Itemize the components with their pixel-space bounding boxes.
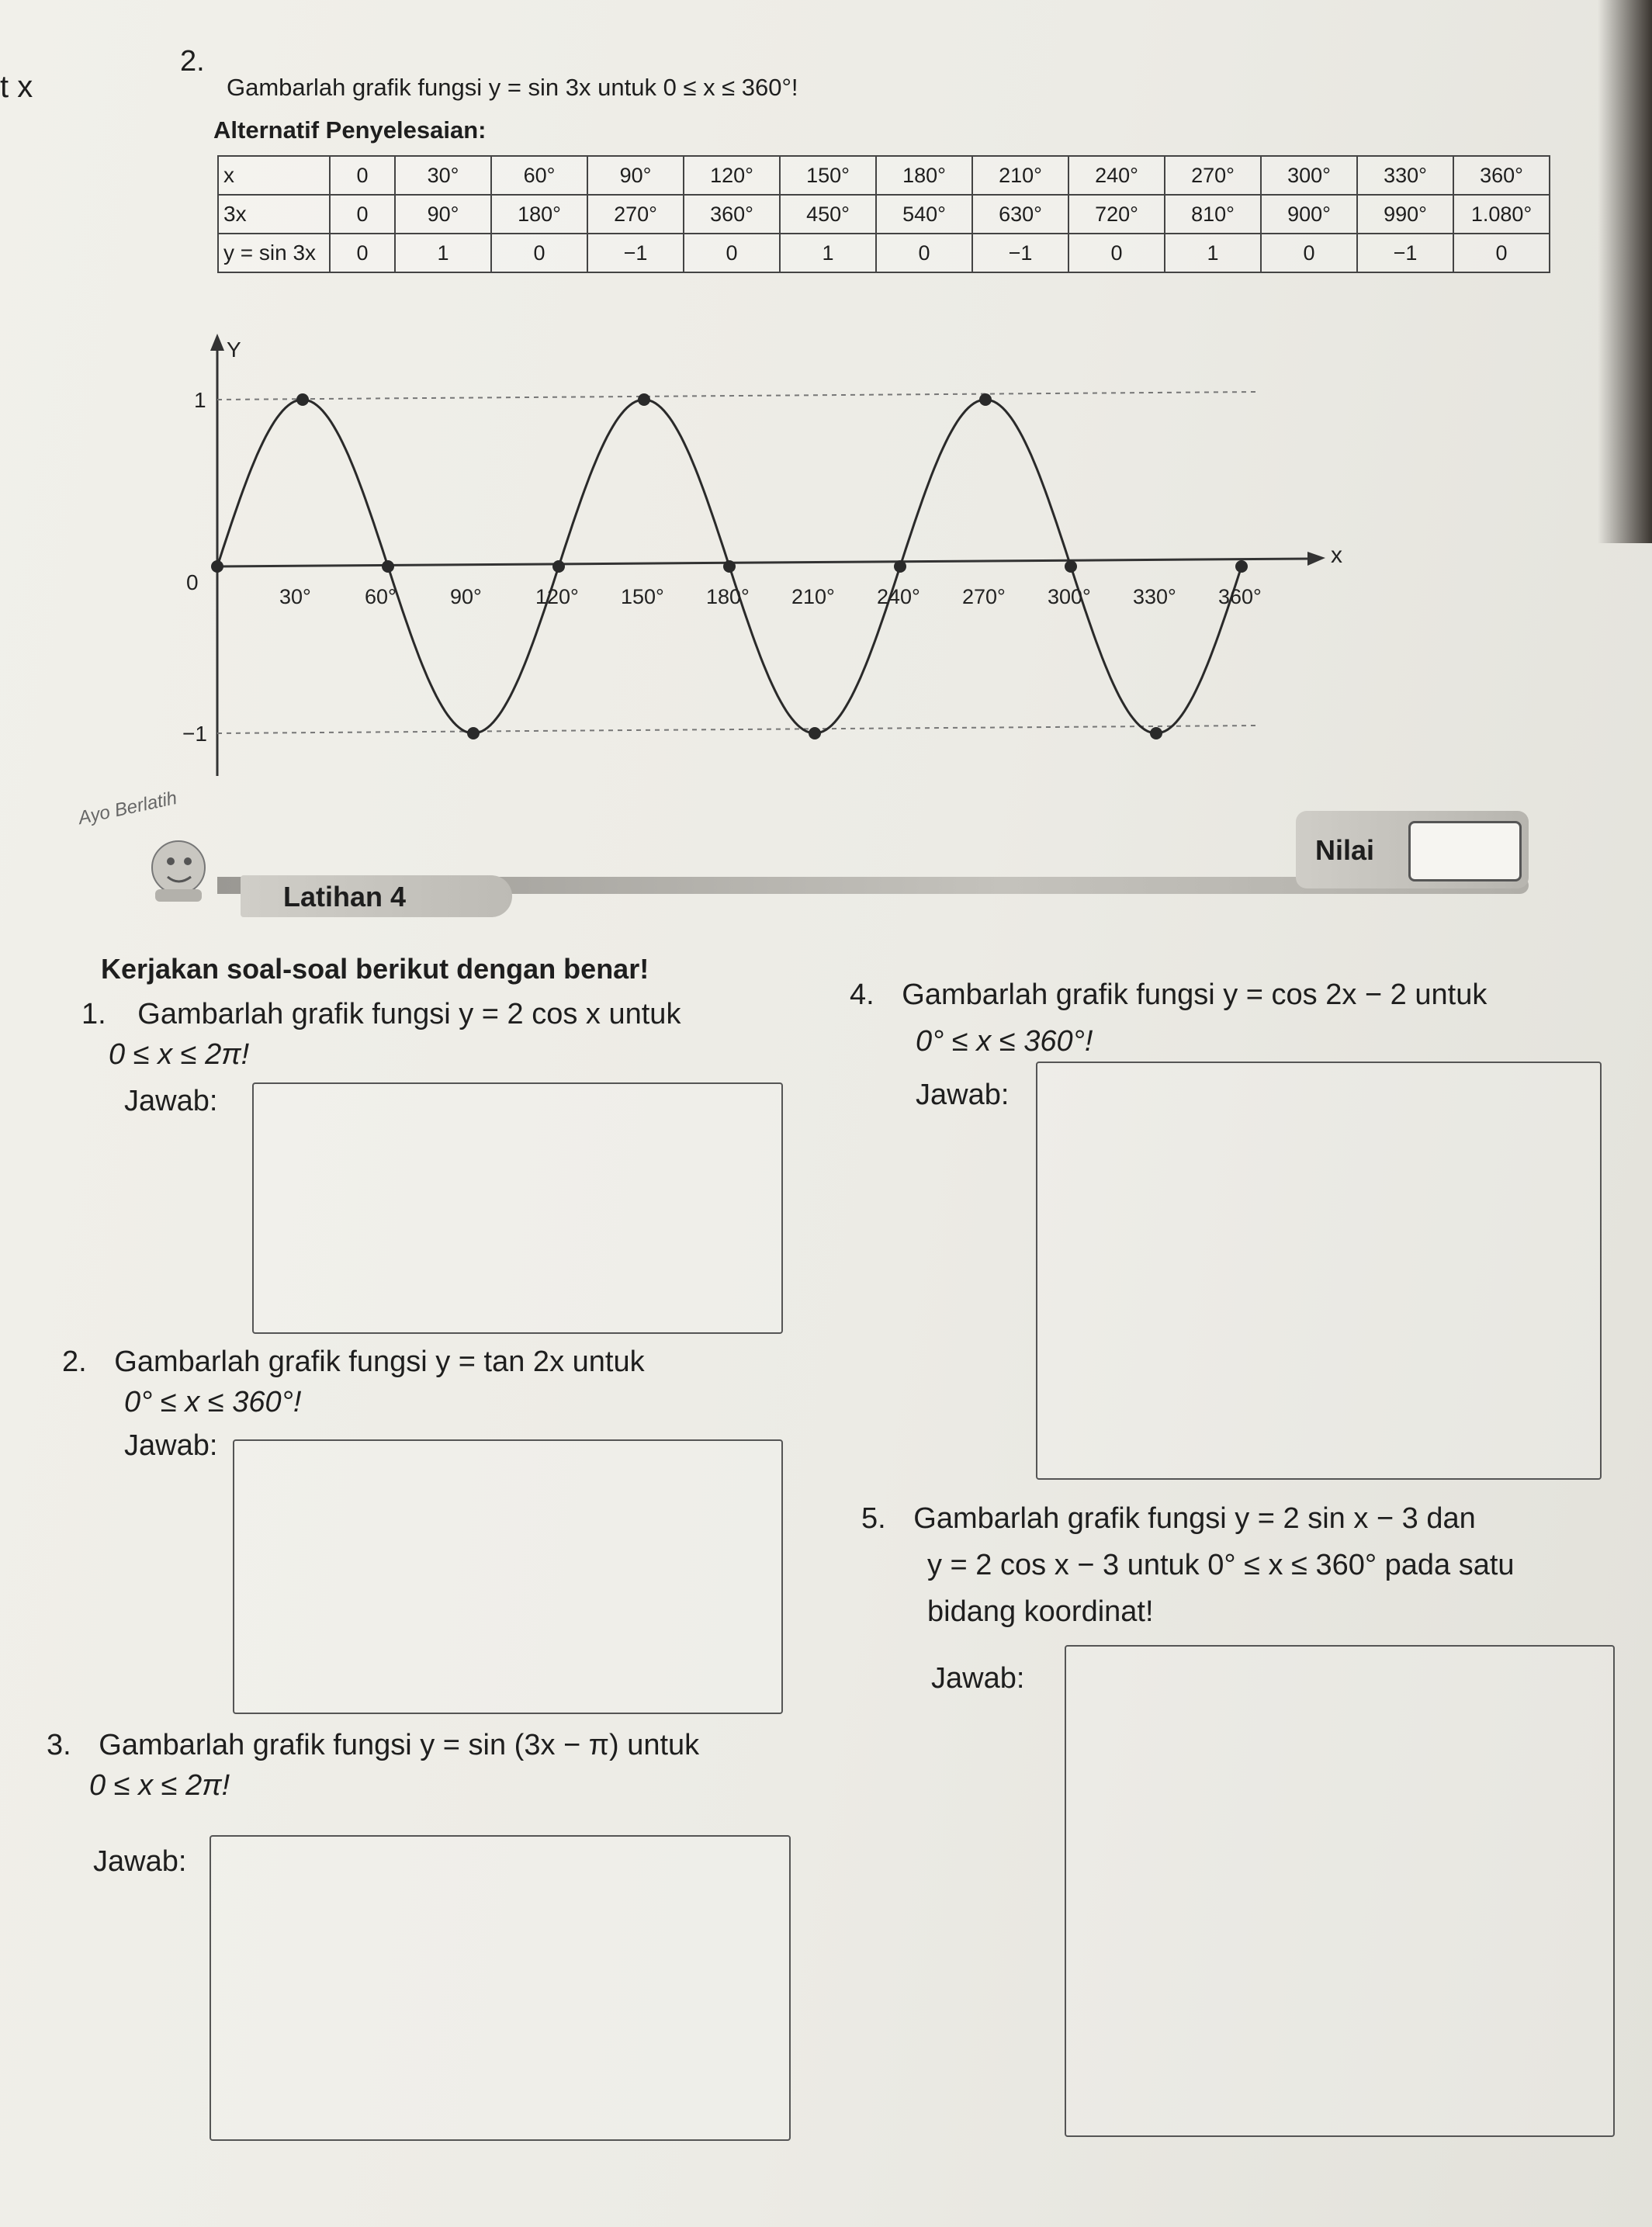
page-edge-shadow [1598, 0, 1652, 543]
q1-answer-box[interactable] [252, 1082, 783, 1334]
x-tick-label: 120° [535, 585, 579, 608]
q1-number: 1. [81, 998, 106, 1030]
q2-answer-box[interactable] [233, 1439, 783, 1714]
table-cell: 270° [587, 195, 684, 234]
q5-text: Gambarlah grafik fungsi y = 2 sin x − 3 dan [913, 1502, 1476, 1535]
q5-number: 5. [861, 1502, 886, 1535]
q3-number: 3. [47, 1729, 71, 1761]
q4-number: 4. [850, 978, 874, 1011]
y-tick-label: 1 [194, 388, 206, 412]
guide-line-max [217, 392, 1257, 400]
example-prompt: Gambarlah grafik fungsi y = sin 3x untuk 0 ≤ x ≤ 360°! [227, 74, 798, 101]
table-cell: 1.080° [1453, 195, 1550, 234]
table-cell: 120° [684, 156, 780, 195]
y-tick-label: −1 [182, 722, 207, 746]
q4-domain: 0° ≤ x ≤ 360°! [916, 1025, 1093, 1058]
question-number: 2. [180, 45, 205, 78]
data-point [809, 727, 821, 739]
data-point [1065, 560, 1077, 573]
data-point [894, 560, 906, 573]
y-axis-arrow [210, 334, 224, 351]
table-cell: 90° [395, 195, 491, 234]
table-cell: 270° [1165, 156, 1261, 195]
badge-text: Ayo Berlatih [76, 787, 179, 829]
x-tick-label: 180° [706, 585, 750, 608]
q1-answer-label: Jawab: [124, 1085, 218, 1117]
table-cell: 360° [1453, 156, 1550, 195]
data-point [1235, 560, 1248, 573]
table-cell: 0 [1068, 234, 1165, 272]
table-cell: 90° [587, 156, 684, 195]
q4-answer-box[interactable] [1036, 1062, 1602, 1480]
q3-answer-box[interactable] [210, 1835, 791, 2141]
table-cell: 990° [1357, 195, 1453, 234]
table-cell: 180° [876, 156, 972, 195]
data-point [723, 560, 736, 573]
x-tick-label: 30° [279, 585, 311, 608]
question-5 [861, 1498, 1476, 1540]
table-cell: 810° [1165, 195, 1261, 234]
row-label-x: x [218, 156, 330, 195]
table-cell: 1 [780, 234, 876, 272]
table-cell: 1 [1165, 234, 1261, 272]
q3-text: Gambarlah grafik fungsi y = sin (3x − π) untuk [99, 1729, 700, 1761]
data-point [296, 393, 309, 406]
table-cell: 150° [780, 156, 876, 195]
sine-graph [140, 334, 1381, 799]
table-cell: 240° [1068, 156, 1165, 195]
table-cell: 0 [330, 234, 395, 272]
table-cell: 0 [330, 156, 395, 195]
q5-answer-label: Jawab: [931, 1662, 1025, 1695]
x-axis-arrow [1307, 552, 1325, 566]
table-cell: −1 [1357, 234, 1453, 272]
table-cell: 0 [1261, 234, 1357, 272]
x-axis-label: x [1331, 542, 1342, 568]
row-label-y: y = sin 3x [218, 234, 330, 272]
question-3 [47, 1724, 699, 1766]
data-point [467, 727, 480, 739]
x-tick-label: 360° [1218, 585, 1262, 608]
q1-text: Gambarlah grafik fungsi y = 2 cos x untuk [137, 998, 681, 1030]
mascot-icon [124, 821, 241, 906]
table-cell: 180° [491, 195, 587, 234]
score-label: Nilai [1315, 834, 1375, 866]
value-table [217, 155, 1550, 273]
data-point [1150, 727, 1162, 739]
table-cell: 720° [1068, 195, 1165, 234]
table-cell: 450° [780, 195, 876, 234]
table-cell: 30° [395, 156, 491, 195]
question-2 [62, 1341, 645, 1383]
table-cell: 60° [491, 156, 587, 195]
origin-label: 0 [186, 570, 199, 594]
table-row [218, 195, 1550, 234]
x-tick-label: 240° [877, 585, 920, 608]
guide-line-min [217, 726, 1257, 733]
table-cell: 300° [1261, 156, 1357, 195]
question-4 [850, 974, 1487, 1016]
table-cell: 330° [1357, 156, 1453, 195]
data-point [552, 560, 565, 573]
x-tick-label: 270° [962, 585, 1006, 608]
q2-number: 2. [62, 1346, 87, 1378]
data-point [638, 393, 650, 406]
table-cell: 210° [972, 156, 1068, 195]
table-cell: 900° [1261, 195, 1357, 234]
q4-text: Gambarlah grafik fungsi y = cos 2x − 2 untuk [902, 978, 1487, 1011]
q5-text-line2: y = 2 cos x − 3 untuk 0° ≤ x ≤ 360° pada satu [927, 1549, 1515, 1581]
x-axis [217, 559, 1311, 566]
q4-answer-label: Jawab: [916, 1079, 1010, 1111]
q2-answer-label: Jawab: [124, 1429, 218, 1462]
q3-answer-label: Jawab: [93, 1845, 187, 1878]
instructions: Kerjakan soal-soal berikut dengan benar! [101, 953, 649, 985]
table-cell: 630° [972, 195, 1068, 234]
table-cell: 360° [684, 195, 780, 234]
table-cell: 1 [395, 234, 491, 272]
x-tick-label: 150° [621, 585, 664, 608]
q2-domain: 0° ≤ x ≤ 360°! [124, 1386, 302, 1418]
exercise-title: Latihan 4 [283, 881, 407, 913]
q5-text-line3: bidang koordinat! [927, 1595, 1154, 1628]
data-point [382, 560, 394, 573]
q5-answer-box[interactable] [1065, 1645, 1615, 2137]
data-point [211, 560, 223, 573]
y-axis-label: Y [227, 338, 241, 362]
x-tick-label: 300° [1048, 585, 1091, 608]
table-cell: 0 [491, 234, 587, 272]
table-cell: 0 [330, 195, 395, 234]
table-cell: 0 [684, 234, 780, 272]
table-cell: −1 [587, 234, 684, 272]
q2-text: Gambarlah grafik fungsi y = tan 2x untuk [114, 1346, 645, 1378]
table-row [218, 234, 1550, 272]
x-tick-label: 210° [791, 585, 835, 608]
table-cell: 0 [876, 234, 972, 272]
x-tick-label: 60° [365, 585, 397, 608]
score-field[interactable] [1408, 821, 1522, 881]
x-tick-label: 330° [1133, 585, 1176, 608]
side-mark: t x [0, 70, 33, 104]
table-cell: 0 [1453, 234, 1550, 272]
solution-heading: Alternatif Penyelesaian: [213, 116, 487, 144]
table-cell: 540° [876, 195, 972, 234]
table-cell: −1 [972, 234, 1068, 272]
data-point [979, 393, 992, 406]
row-label-3x: 3x [218, 195, 330, 234]
q3-domain: 0 ≤ x ≤ 2π! [89, 1769, 230, 1802]
x-tick-label: 90° [450, 585, 482, 608]
q1-domain: 0 ≤ x ≤ 2π! [109, 1038, 250, 1071]
question-1 [81, 993, 681, 1035]
table-row [218, 156, 1550, 195]
